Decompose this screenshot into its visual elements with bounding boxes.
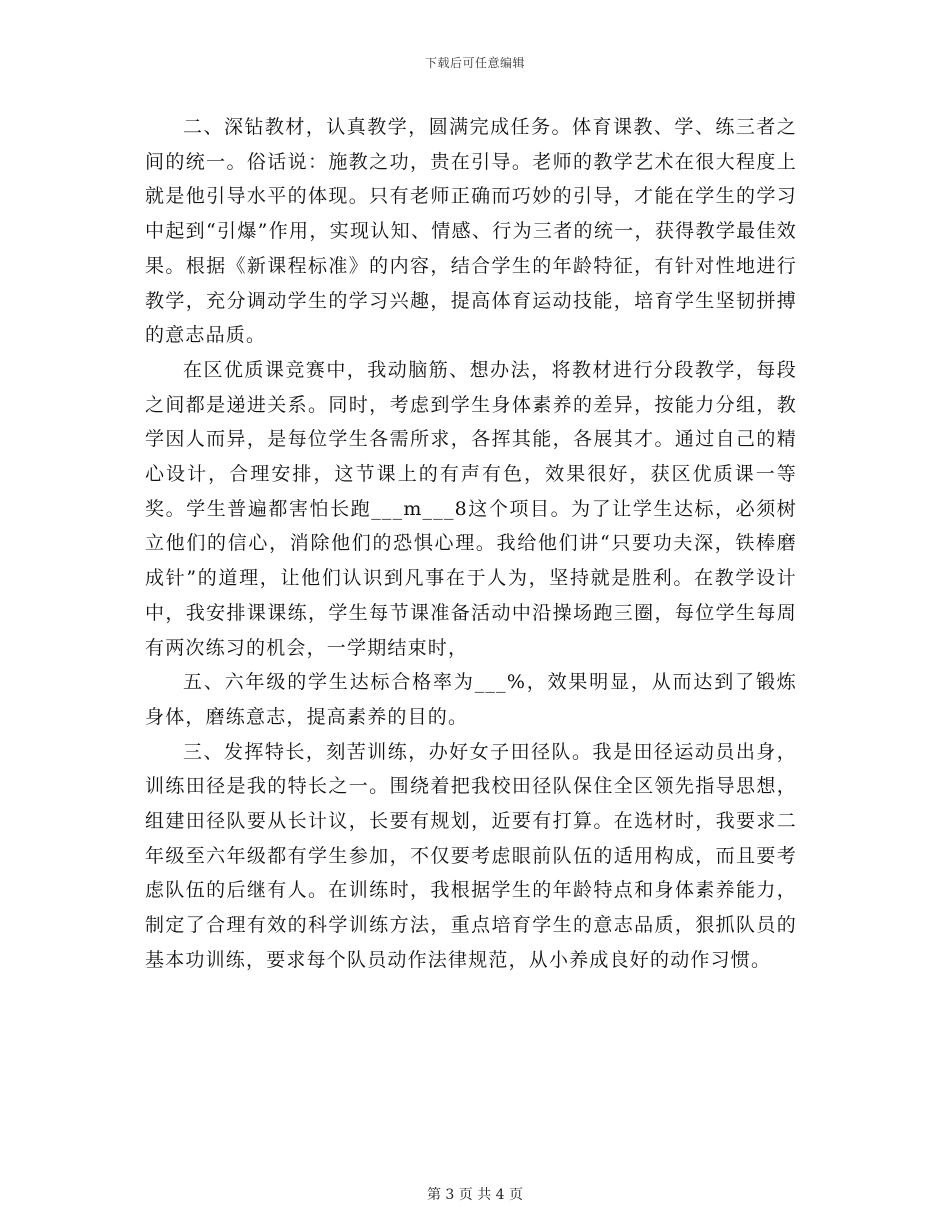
page-number-footer: 第 3 页 共 4 页	[426, 1187, 524, 1203]
page-header: 下载后可任意编辑	[424, 56, 525, 70]
paragraph-3: 五、六年级的学生达标合格率为___%，效果明显，从而达到了锻炼身体，磨练意志，提高素养的目的。	[145, 671, 797, 728]
paragraph-4: 三、发挥特长，刻苦训练，办好女子田径队。我是田径运动员出身，训练田径是我的特长之一。围绕着把我校田径队保住全区领先指导思想，组建田径队要从长计议，长要有规划，近要有打算。在选材时，我要求二年级至六年级都有学生参加，不仅要考虑眼前队伍的适用构成，而且要考虑队伍的后继有人。在训练时，我根据学生的年龄特点和身体素养能力，制定了合理有效的科学训练方法，重点培育学生的意志品质，狠抓队员的基本功训练，要求每个队员动作法律规范，从小养成良好的动作习惯。	[145, 740, 797, 971]
paragraph-2: 在区优质课竞赛中，我动脑筋、想办法，将教材进行分段教学，每段之间都是递进关系。同时，考虑到学生身体素养的差异，按能力分组，教学因人而异，是每位学生各需所求，各挥其能，各展其才。通过自己的精心设计，合理安排，这节课上的有声有色，效果很好，获区优质课一等奖。学生普遍都害怕长跑___m___8这个项目。为了让学生达标，必须树立他们的信心，消除他们的恐惧心理。我给他们讲“只要功夫深，铁棒磨成针”的道理，让他们认识到凡事在于人为，坚持就是胜利。在教学设计中，我安排课课练，学生每节课准备活动中沿操场跑三圈，每位学生每周有两次练习的机会，一学期结束时，	[145, 358, 797, 659]
paragraph-1: 二、深钻教材，认真教学，圆满完成任务。体育课教、学、练三者之间的统一。俗话说：施教之功，贵在引导。老师的教学艺术在很大程度上就是他引导水平的体现。只有老师正确而巧妙的引导，才能在学生的学习中起到“引爆”作用，实现认知、情感、行为三者的统一，获得教学最佳效果。根据《新课程标准》的内容，结合学生的年龄特征，有针对性地进行教学，充分调动学生的学习兴趣，提高体育运动技能，培育学生坚韧拼搏的意志品质。	[145, 116, 797, 347]
document-body	[145, 110, 797, 978]
